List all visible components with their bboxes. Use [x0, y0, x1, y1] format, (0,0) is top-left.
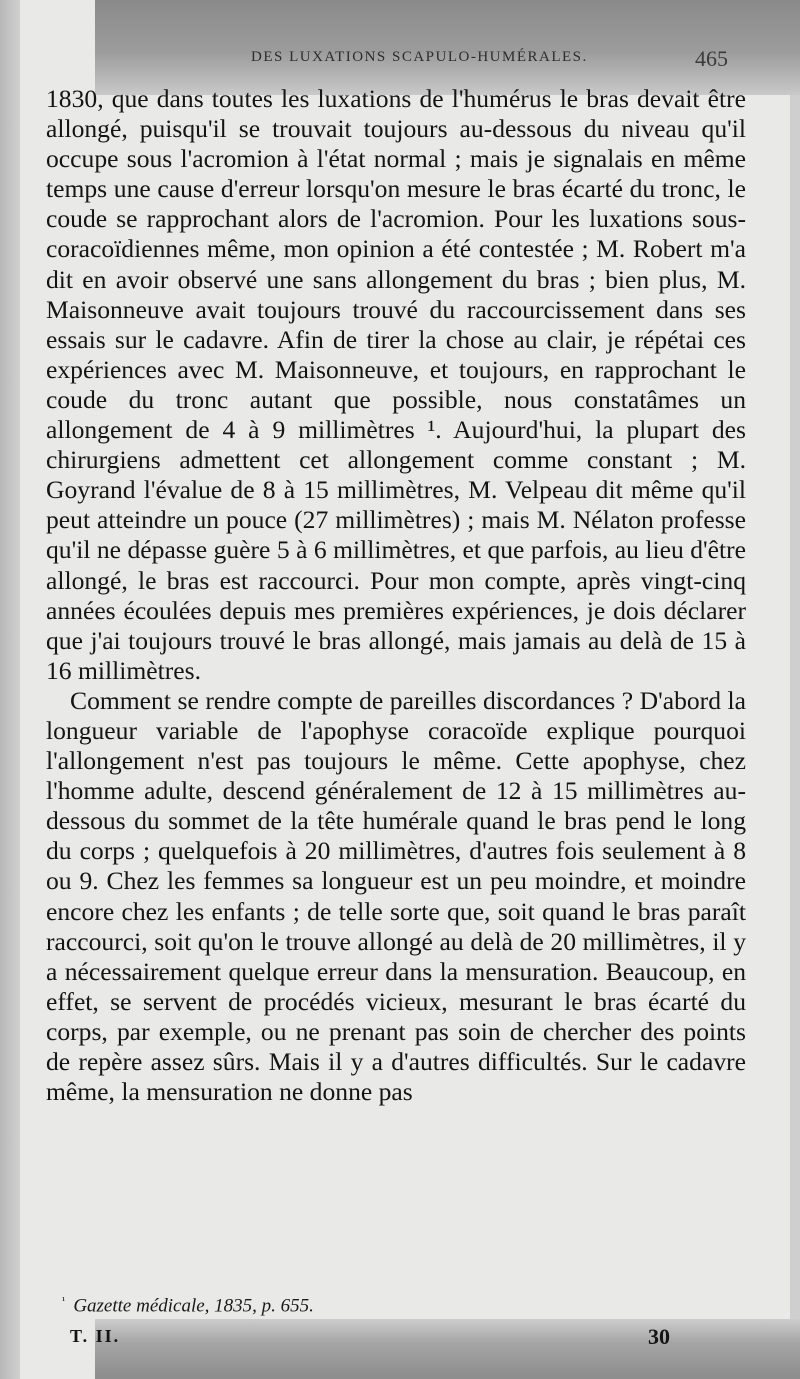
page-footer	[70, 1324, 670, 1354]
footnote-text: Gazette médicale, 1835, p. 655.	[73, 1295, 314, 1317]
page-header	[46, 46, 746, 72]
volume-signature: T. II.	[70, 1326, 121, 1346]
page-number: 465	[695, 46, 728, 71]
footnote-mark: ¹	[62, 1295, 66, 1307]
signature-number: 30	[648, 1324, 670, 1349]
footnote	[62, 1295, 742, 1317]
running-title: DES LUXATIONS SCAPULO-HUMÉRALES.	[251, 49, 588, 65]
body-text	[46, 84, 746, 1107]
paragraph-2: Comment se rendre compte de pareilles discordances ? D'abord la longueur variable de l'apophyse coracoïde explique pourquoi l'allongement n'est pas toujours le même. Cette apophyse, chez l'homme adulte, descend généralement de 12 à 15 millimètres au-dessous du sommet de la tête humérale quand le bras pend le long du corps ; quelquefois à 20 millimètres, d'autres fois seulement à 8 ou 9. Chez les femmes sa longueur est un peu moindre, et moindre encore chez les enfants ; de telle sorte que, soit quand le bras paraît raccourci, soit qu'on le trouve allongé au delà de 20 millimètres, il y a nécessairement quelque erreur dans la mensuration. Beaucoup, en effet, se servent de procédés vicieux, mesurant le bras écarté du corps, par exemple, ou ne prenant pas soin de chercher des points de repère assez sûrs. Mais il y a d'autres difficultés. Sur le cadavre même, la mensuration ne donne pas	[46, 685, 746, 1107]
paragraph-1: 1830, que dans toutes les luxations de l'humérus le bras devait être allongé, puisqu'il se trouvait toujours au-dessous du niveau qu'il occupe sous l'acromion à l'état normal ; mais je signalais en même temps une cause d'erreur lorsqu'on mesure le bras écarté du tronc, le coude se rapprochant alors de l'acromion. Pour les luxations sous-coracoïdiennes même, mon opinion a été contestée ; M. Robert m'a dit en avoir observé une sans allongement du bras ; bien plus, M. Maisonneuve avait toujours trouvé du raccourcissement dans ses essais sur le cadavre. Afin de tirer la chose au clair, je répétai ces expériences avec M. Maisonneuve, et toujours, en rapprochant le coude du tronc autant que possible, nous constatâmes un allongement de 4 à 9 millimètres ¹. Aujourd'hui, la plupart des chirurgiens admettent cet allongement comme constant ; M. Goyrand l'évalue de 8 à 15 millimètres, M. Velpeau dit même qu'il peut atteindre un pouce (27 millimètres) ; mais M. Nélaton professe qu'il ne dépasse guère 5 à 6 millimètres, et que parfois, au lieu d'être allongé, le bras est raccourci. Pour mon compte, après vingt-cinq années écoulées depuis mes premières expériences, je dois déclarer que j'ai toujours trouvé le bras allongé, mais jamais au delà de 15 à 16 millimètres.	[46, 84, 746, 685]
